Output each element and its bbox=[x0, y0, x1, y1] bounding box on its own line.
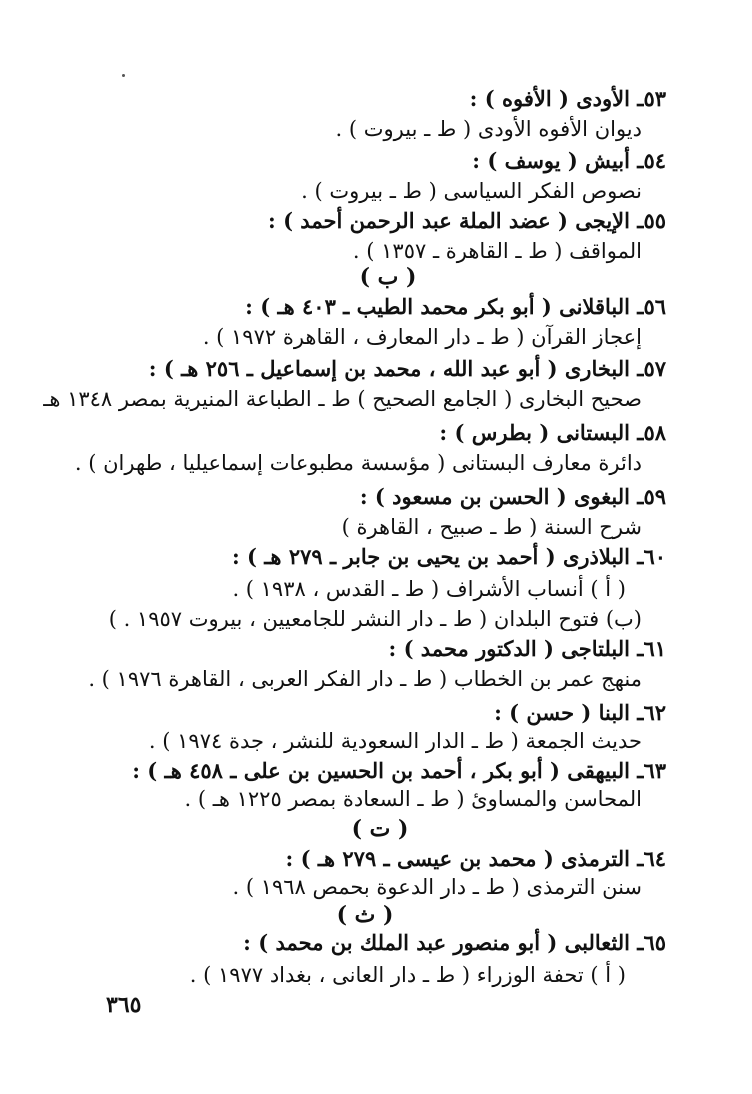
page-number: ٣٦٥ bbox=[106, 992, 142, 1018]
entry-56-title: إعجاز القرآن ( ط ـ دار المعارف ، القاهرة ١٩٧٢ ) . bbox=[202, 325, 642, 349]
entry-55-title: المواقف ( ط ـ القاهرة ـ ١٣٥٧ ) . bbox=[352, 239, 642, 263]
entry-61-title: منهج عمر بن الخطاب ( ط ـ دار الفكر العربى ، القاهرة ١٩٧٦ ) . bbox=[88, 667, 642, 691]
section-letter-tha: ( ث ) bbox=[336, 902, 394, 928]
entry-64-title: سنن الترمذى ( ط ـ دار الدعوة بحمص ١٩٦٨ ) . bbox=[232, 875, 642, 899]
entry-61-heading: ٦١ـ البلتاجى ( الدكتور محمد ) : bbox=[388, 636, 666, 661]
entry-58-title: دائرة معارف البستانى ( مؤسسة مطبوعات إسماعيليا ، طهران ) . bbox=[74, 451, 642, 475]
scan-speck bbox=[122, 74, 125, 77]
section-letter-ba: ( ب ) bbox=[359, 264, 417, 290]
entry-60-item-a: ( أ ) أنساب الأشراف ( ط ـ القدس ، ١٩٣٨ ) . bbox=[232, 577, 626, 601]
entry-53-heading: ٥٣ـ الأودى ( الأفوه ) : bbox=[469, 86, 666, 111]
entry-57-heading: ٥٧ـ البخارى ( أبو عبد الله ، محمد بن إسماعيل ـ ٢٥٦ هـ ) : bbox=[148, 356, 666, 381]
entry-56-heading: ٥٦ـ الباقلانى ( أبو بكر محمد الطيب ـ ٤٠٣ هـ ) : bbox=[245, 294, 666, 319]
entry-57-title: صحيح البخارى ( الجامع الصحيح ) ط ـ الطباعة المنيرية بمصر ١٣٤٨ هـ bbox=[43, 387, 642, 411]
entry-58-heading: ٥٨ـ البستانى ( بطرس ) : bbox=[439, 420, 666, 445]
entry-63-title: المحاسن والمساوئ ( ط ـ السعادة بمصر ١٢٢٥ هـ ) . bbox=[184, 787, 642, 811]
entry-62-title: حديث الجمعة ( ط ـ الدار السعودية للنشر ، جدة ١٩٧٤ ) . bbox=[148, 729, 642, 753]
entry-54-heading: ٥٤ـ أبيش ( يوسف ) : bbox=[472, 148, 666, 173]
entry-59-title: شرح السنة ( ط ـ صبيح ، القاهرة ) bbox=[341, 515, 642, 539]
entry-60-item-b: (ب) فتوح البلدان ( ط ـ دار النشر للجامعيين ، بيروت ١٩٥٧ . ) bbox=[108, 607, 642, 631]
entry-64-heading: ٦٤ـ الترمذى ( محمد بن عيسى ـ ٢٧٩ هـ ) : bbox=[285, 846, 666, 871]
entry-53-title: ديوان الأفوه الأودى ( ط ـ بيروت ) . bbox=[335, 117, 642, 141]
entry-63-heading: ٦٣ـ البيهقى ( أبو بكر ، أحمد بن الحسين بن على ـ ٤٥٨ هـ ) : bbox=[132, 758, 666, 783]
entry-62-heading: ٦٢ـ البنا ( حسن ) : bbox=[494, 700, 666, 725]
entry-65-item-a: ( أ ) تحفة الوزراء ( ط ـ دار العانى ، بغداد ١٩٧٧ ) . bbox=[189, 963, 626, 987]
section-letter-ta: ( ت ) bbox=[351, 816, 409, 842]
entry-59-heading: ٥٩ـ البغوى ( الحسن بن مسعود ) : bbox=[359, 484, 666, 509]
entry-54-title: نصوص الفكر السياسى ( ط ـ بيروت ) . bbox=[301, 179, 642, 203]
entry-60-heading: ٦٠ـ البلاذرى ( أحمد بن يحيى بن جابر ـ ٢٧٩ هـ ) : bbox=[231, 544, 666, 569]
entry-55-heading: ٥٥ـ الإيجى ( عضد الملة عبد الرحمن أحمد ) : bbox=[268, 208, 666, 233]
entry-65-heading: ٦٥ـ الثعالبى ( أبو منصور عبد الملك بن محمد ) : bbox=[243, 930, 666, 955]
